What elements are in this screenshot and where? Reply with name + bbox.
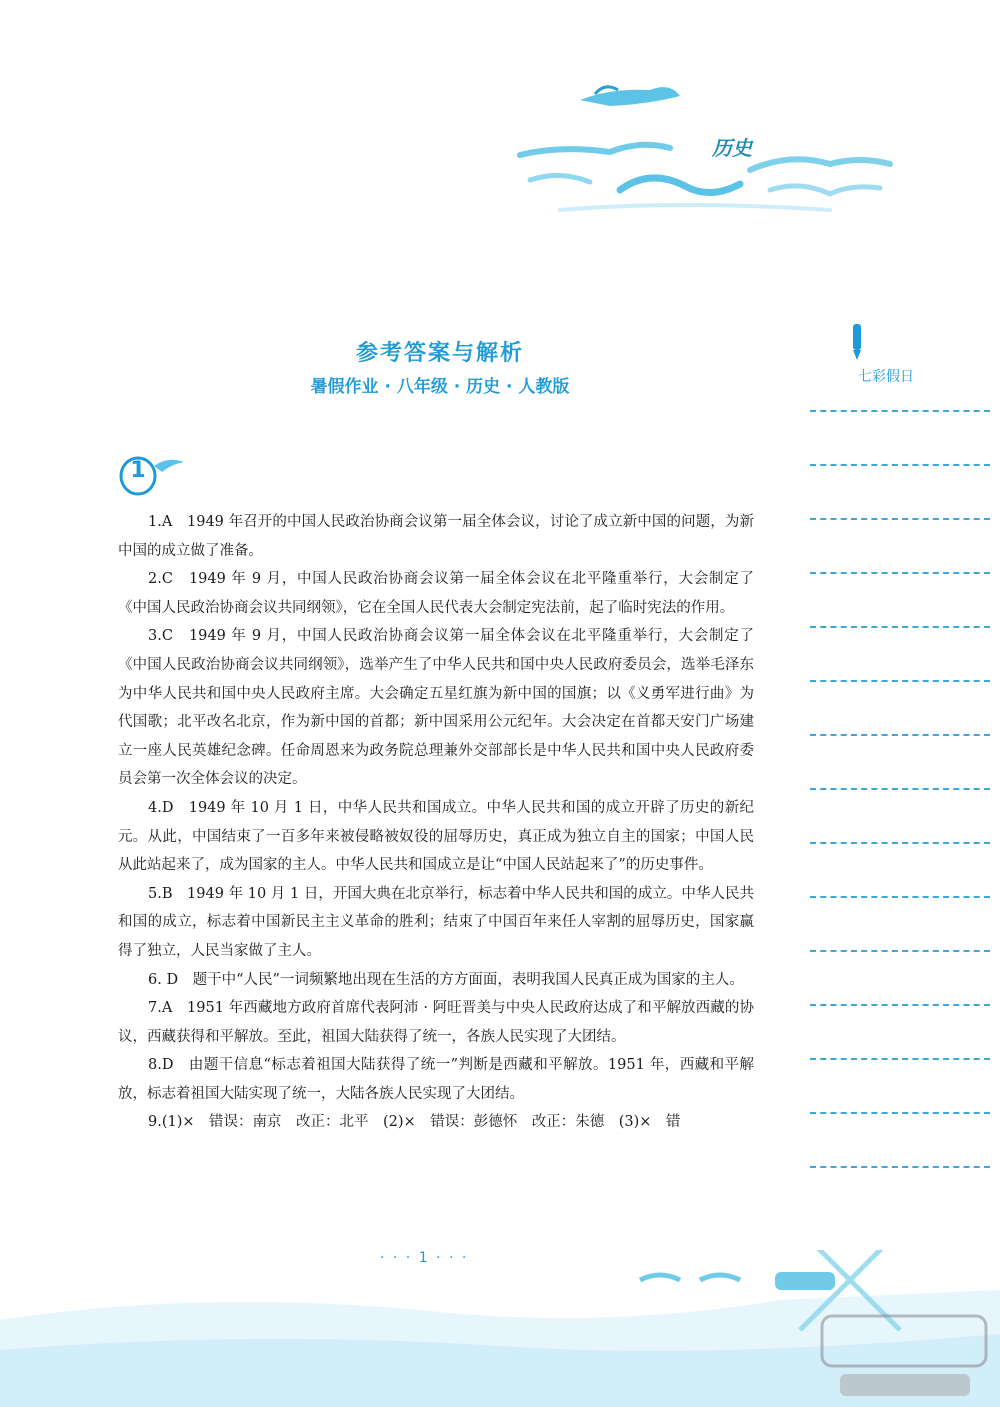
note-line: [810, 896, 990, 898]
note-line: [810, 1112, 990, 1114]
subject-label: 历史: [712, 136, 752, 160]
answer-item: 2.C 1949 年 9 月，中国人民政治协商会议第一届全体会议在北平隆重举行，大会制定了《中国人民政治协商会议共同纲领》，它在全国人民代表大会制定宪法前，起了临时宪法的作用。: [118, 571, 754, 616]
note-line: [810, 842, 990, 844]
answer-item: 1.A 1949 年召开的中国人民政治协商会议第一届全体会议，讨论了成立新中国的问题，为新中国的成立做了准备。: [118, 514, 754, 559]
note-line: [810, 680, 990, 682]
note-line: [810, 626, 990, 628]
answer-item: 4.D 1949 年 10 月 1 日，中华人民共和国成立。中华人民共和国的成立开辟了历史的新纪元。从此，中国结束了一百多年来被侵略被奴役的屈辱历史，真正成为独立自主的国家；中国人民从此站起来了，成为国家的主人。中华人民共和国成立是让“中国人民站起来了”的历史事件。: [118, 799, 754, 874]
note-lines: [810, 410, 990, 1220]
note-line: [810, 734, 990, 736]
answer-item: 9.(1)× 错误：南京 改正：北平 (2)× 错误：彭德怀 改正：朱德 (3)× 错: [148, 1114, 681, 1131]
note-line: [810, 950, 990, 952]
header-boat-art-icon: [500, 60, 920, 240]
answer-item: 6. D 题干中“人民”一词频繁地出现在生活的方方面面，表明我国人民真正成为国家的主人。: [148, 971, 744, 988]
answer-item: 8.D 由题干信息“标志着祖国大陆获得了统一”判断是西藏和平解放。1951 年，西藏和平解放，标志着祖国大陆实现了统一，大陆各族人民实现了大团结。: [118, 1057, 754, 1102]
note-line: [810, 1166, 990, 1168]
note-line: [810, 518, 990, 520]
watermark-logo: [820, 1312, 990, 1402]
page-number: · · · 1 · · ·: [380, 1250, 469, 1266]
pen-icon: [845, 322, 869, 362]
page-title: 参考答案与解析: [355, 341, 524, 366]
answer-item: 3.C 1949 年 9 月，中国人民政治协商会议第一届全体会议在北平隆重举行，大会制定了《中国人民政治协商会议共同纲领》，选举产生了中华人民共和国中央人民政府委员会，选举毛泽东为中华人民共和国中央人民政府主席。大会确定五星红旗为新中国的国旗；以《义勇军进行曲》为代国歌；北平改名北京，作为新中国的首都；新中国采用公元纪年。大会决定在首都天安门广场建立一座人民英雄纪念碑。任命周恩来为政务院总理兼外交部部长是中华人民共和国中央人民政府委员会第一次全体会议的决定。: [118, 628, 754, 788]
note-line: [810, 788, 990, 790]
note-line: [810, 410, 990, 412]
answer-list: [118, 508, 754, 1137]
note-line: [810, 572, 990, 574]
section-number: 1: [130, 458, 146, 483]
answer-item: 7.A 1951 年西藏地方政府首席代表阿沛 · 阿旺晋美与中央人民政府达成了和平解放西藏的协议，西藏获得和平解放。至此，祖国大陆获得了统一，各族人民实现了大团结。: [118, 1000, 754, 1045]
note-line: [810, 1004, 990, 1006]
note-line: [810, 1058, 990, 1060]
page-subtitle: 暑假作业 · 八年级 · 历史 · 人教版: [310, 377, 570, 397]
section-badge: [118, 454, 188, 500]
brand-label: 七彩假日: [858, 369, 914, 385]
answer-item: 5.B 1949 年 10 月 1 日，开国大典在北京举行，标志着中华人民共和国的成立。中华人民共和国的成立，标志着中国新民主主义革命的胜利；结束了中国百年来任人宰割的屈辱历史，国家赢得了独立，人民当家做了主人。: [118, 885, 754, 959]
note-line: [810, 464, 990, 466]
